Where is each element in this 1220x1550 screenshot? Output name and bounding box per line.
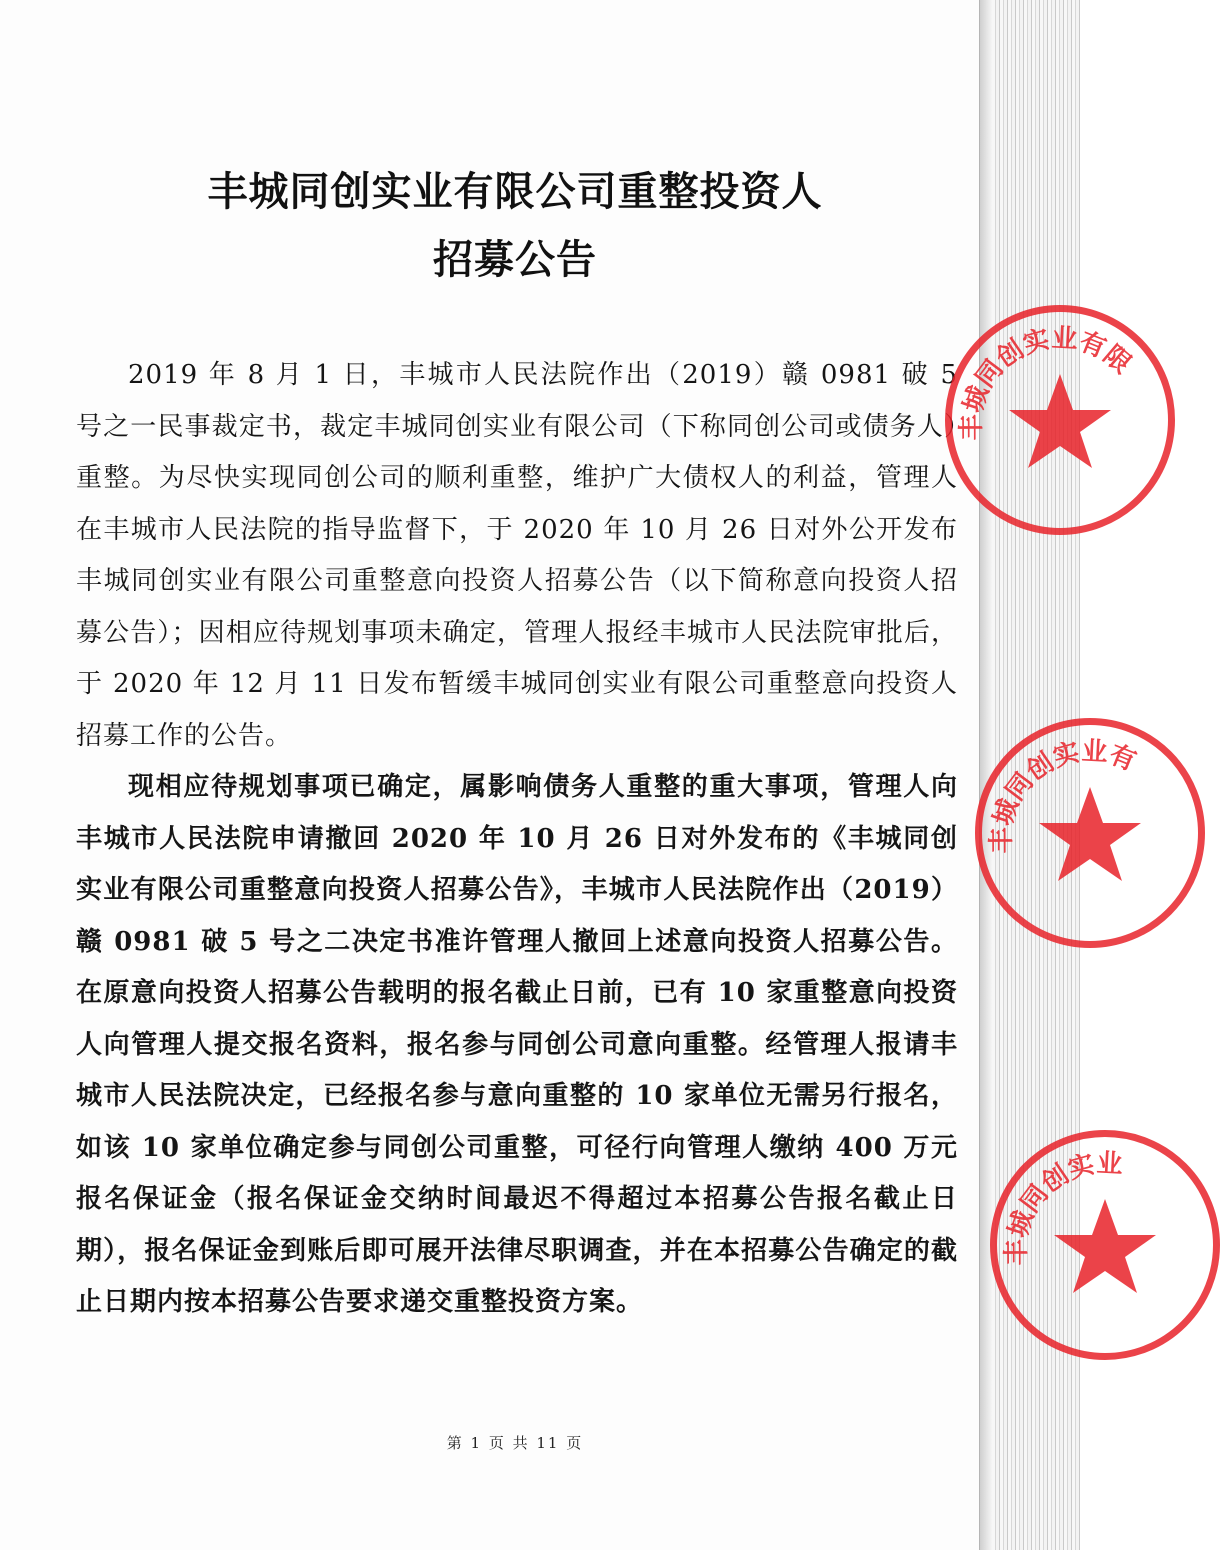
paragraph-1: 2019 年 8 月 1 日，丰城市人民法院作出（2019）赣 0981 破 5 号之一民事裁定书，裁定丰城同创实业有限公司（下称同创公司或债务人）重整。为尽快实现同创公司的顺利重整，维护广大债权人的利益，管理人在丰城市人民法院的指导监督下，于 2020 年 10 月 26 日对外公开发布丰城同创实业有限公司重整意向投资人招募公告（以下简称意向投资人招募公告）；因相应待规划事项未确定，管理人报经丰城市人民法院审批后，于 2020 年 12 月 11 日发布暂缓丰城同创实业有限公司重整意向投资人招募工作的公告。	[76, 360, 958, 751]
official-seal-stamp	[975, 718, 1205, 948]
official-seal-stamp	[990, 1130, 1220, 1360]
paragraph-2: 现相应待规划事项已确定，属影响债务人重整的重大事项，管理人向丰城市人民法院申请撤回 2020 年 10 月 26 日对外发布的《丰城同创实业有限公司重整意向投资人招募公告》，丰城市人民法院作出（2019）赣 0981 破 5 号之二决定书准许管理人撤回上述意向投资人招募公告。在原意向投资人招募公告载明的报名截止日前，已有 10 家重整意向投资人向管理人提交报名资料，报名参与同创公司意向重整。经管理人报请丰城市人民法院决定，已经报名参与意向重整的 10 家单位无需另行报名，如该 10 家单位确定参与同创公司重整，可径行向管理人缴纳 400 万元报名保证金（报名保证金交纳时间最迟不得超过本招募公告报名截止日期），报名保证金到账后即可展开法律尽职调查，并在本招募公告确定的截止日期内按本招募公告要求递交重整投资方案。	[76, 772, 958, 1317]
seal-graphic	[997, 1137, 1213, 1353]
document-title-line1: 丰城同创实业有限公司重整投资人	[207, 169, 823, 215]
seal-text: 丰城同创实业	[1001, 1148, 1124, 1266]
seal-text: 丰城同创实业有	[986, 736, 1141, 854]
seal-graphic	[982, 725, 1198, 941]
page-number-footer: 第 1 页 共 11 页	[446, 1434, 584, 1452]
document-title-line2: 招募公告	[433, 237, 597, 283]
official-seal-stamp	[945, 305, 1175, 535]
seal-star-icon	[1039, 787, 1141, 881]
seal-star-icon	[1009, 374, 1111, 468]
seal-graphic	[952, 312, 1168, 528]
seal-text: 丰城同创实业有限	[956, 323, 1137, 441]
seal-star-icon	[1054, 1199, 1156, 1293]
